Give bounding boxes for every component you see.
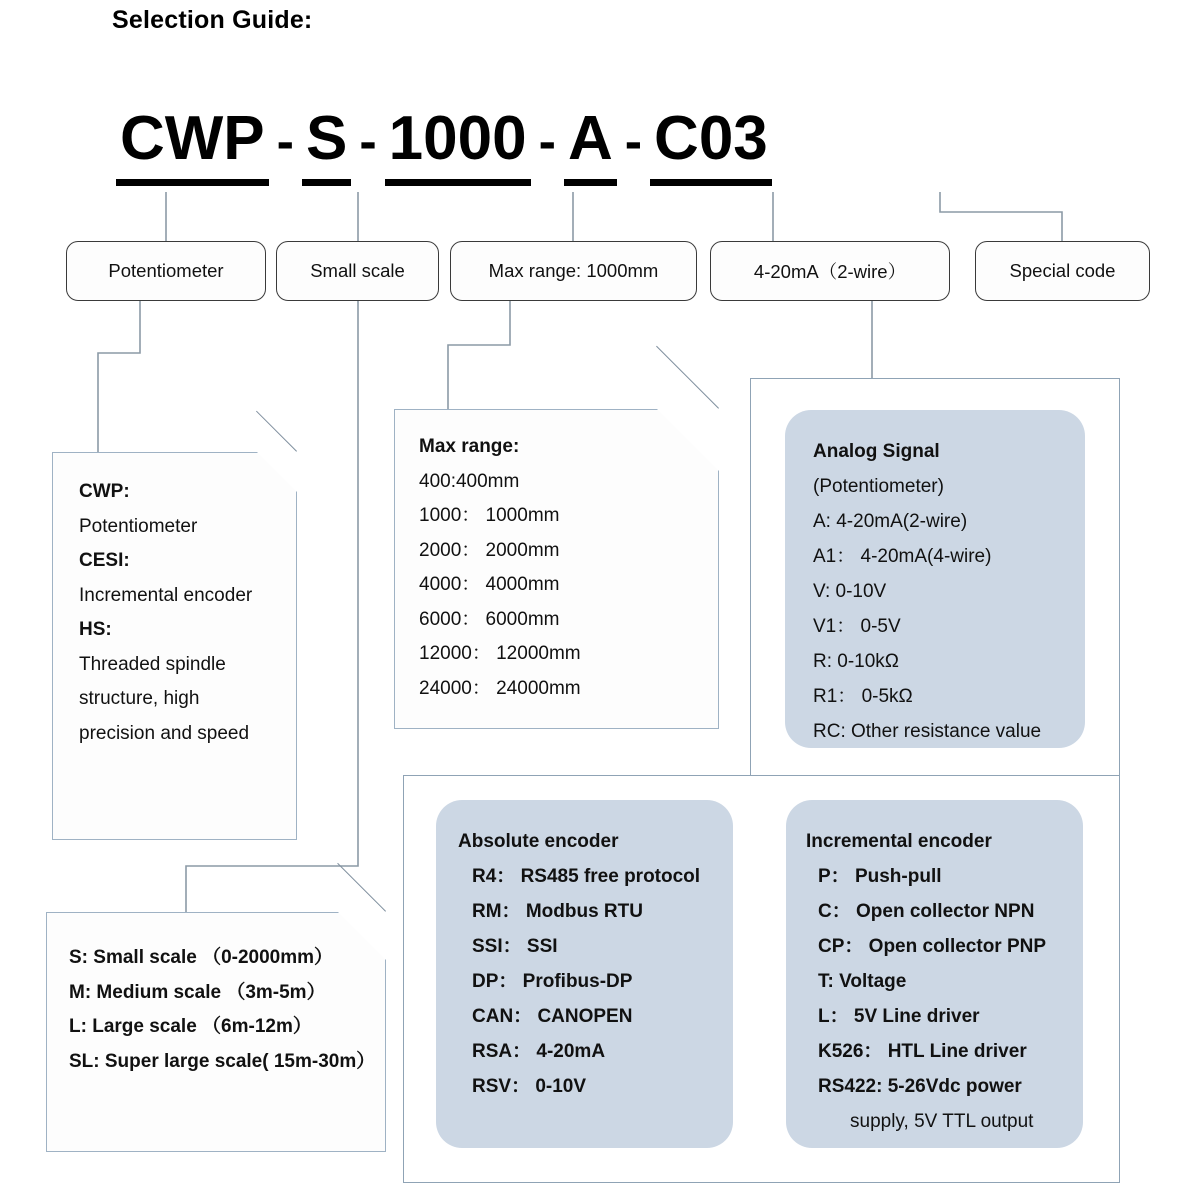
max-range-line: 2000： 2000mm (419, 539, 560, 561)
analog-line: V: 0-10V (813, 581, 887, 602)
max-range-line: 6000： 6000mm (419, 608, 560, 630)
legend-box-max-range: Max range: 1000mm (450, 241, 697, 301)
scale-line: M: Medium scale （3m-5m） (69, 981, 326, 1003)
absolute-line: RSA： 4-20mA (472, 1041, 606, 1062)
analog-line: R: 0-10kΩ (813, 651, 900, 672)
cwp-line: structure, high (79, 688, 200, 709)
incremental-line: P： Push-pull (818, 866, 942, 887)
cwp-line: Threaded spindle (79, 653, 226, 675)
cwp-line: CWP: (79, 481, 130, 502)
incremental-line: Incremental encoder (806, 831, 992, 852)
legend-box-small-scale: Small scale (276, 241, 439, 301)
code-segment-special: C03 (654, 104, 768, 173)
absolute-line: DP： Profibus-DP (472, 971, 633, 992)
scale-line: SL: Super large scale( 15m-30m） (69, 1050, 376, 1072)
code-dash-1: - (276, 113, 294, 171)
incremental-line: C： Open collector NPN (818, 901, 1035, 922)
max-range-line: 400:400mm (419, 470, 520, 492)
absolute-line: CAN： CANOPEN (472, 1006, 633, 1027)
max-range-line: Max range: (419, 436, 520, 457)
incremental-line: L： 5V Line driver (818, 1006, 980, 1027)
legend-box-analog-signal: 4-20mA（2-wire） (710, 241, 950, 301)
incremental-line: CP： Open collector PNP (818, 936, 1047, 957)
code-segment-range: 1000 (388, 104, 527, 173)
absolute-line: Absolute encoder (458, 831, 619, 852)
cwp-line: Incremental encoder (79, 584, 253, 606)
absolute-line: R4： RS485 free protocol (472, 866, 701, 887)
max-range-line: 4000： 4000mm (419, 574, 560, 595)
cwp-line: Potentiometer (79, 515, 198, 537)
absolute-line: SSI： SSI (472, 936, 558, 957)
code-segment-scale: S (305, 104, 348, 173)
max-range-line: 24000： 24000mm (419, 677, 581, 699)
analog-signal-card (785, 410, 1085, 748)
incremental-line: RS422: 5-26Vdc power (818, 1076, 1022, 1097)
page-title: Selection Guide: (112, 6, 313, 34)
analog-line: A1： 4-20mA(4-wire) (813, 546, 992, 567)
model-code (120, 104, 768, 173)
incremental-line: K526： HTL Line driver (818, 1041, 1027, 1062)
cwp-line: HS: (79, 619, 112, 640)
cwp-line: CESI: (79, 550, 130, 571)
cwp-line: precision and speed (79, 722, 250, 744)
analog-line: V1： 0-5V (813, 616, 901, 637)
legend-box-special-code: Special code (975, 241, 1150, 301)
absolute-line: RSV： 0-10V (472, 1076, 587, 1097)
incremental-encoder-card (786, 800, 1083, 1148)
max-range-card (394, 409, 719, 729)
scale-line: L: Large scale （6m-12m） (69, 1016, 312, 1037)
code-dash-3: - (538, 113, 556, 171)
max-range-line: 12000： 12000mm (419, 643, 581, 664)
analog-line: Analog Signal (813, 441, 940, 462)
legend-box-potentiometer: Potentiometer (66, 241, 266, 301)
max-range-line: 1000： 1000mm (419, 505, 560, 526)
absolute-line: RM： Modbus RTU (472, 901, 643, 922)
code-segment-cwp: CWP (120, 104, 265, 173)
analog-line: RC: Other resistance value (813, 721, 1042, 742)
analog-line: R1： 0-5kΩ (813, 686, 913, 707)
incremental-line: T: Voltage (818, 971, 907, 992)
analog-line: A: 4-20mA(2-wire) (813, 511, 968, 532)
analog-line: (Potentiometer) (813, 476, 944, 497)
incremental-line: supply, 5V TTL output (850, 1111, 1034, 1132)
scale-definition-card (46, 912, 386, 1152)
code-dash-4: - (624, 113, 643, 171)
code-segment-signal: A (567, 104, 613, 173)
absolute-encoder-card (436, 800, 733, 1148)
cwp-definition-card (52, 452, 297, 840)
scale-line: S: Small scale （0-2000mm） (69, 947, 334, 968)
code-dash-2: - (359, 113, 377, 171)
